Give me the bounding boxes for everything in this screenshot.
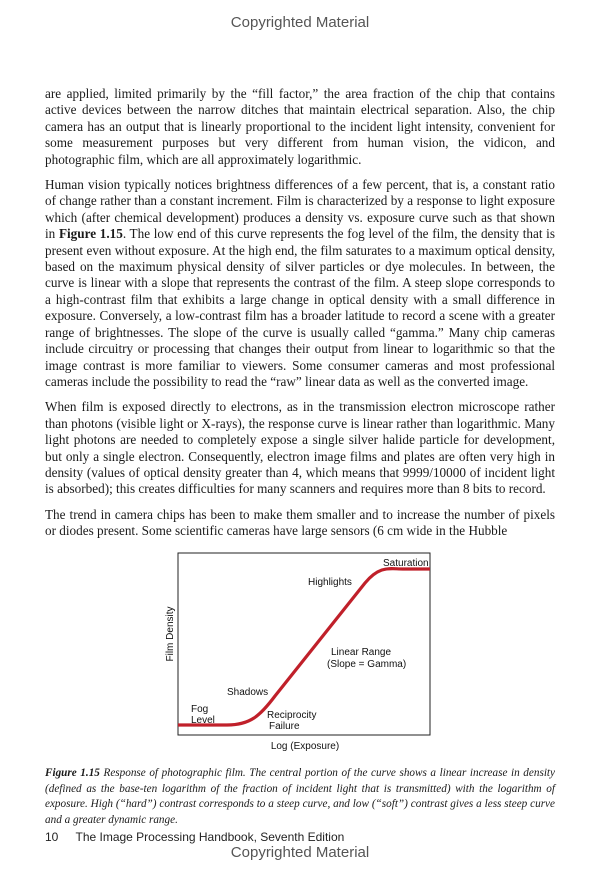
page-footer — [45, 830, 344, 844]
label-linear-range: Linear Range — [331, 647, 392, 658]
label-saturation: Saturation — [383, 558, 429, 569]
paragraph-2-after: . The low end of this curve represents the fog level of the film, the density that is present even without exposure. At the high end, the film saturates to a maximum optical density, based on the maximum physical density of silver particles or dye molecules. In between, the curve is linear with a slope that represents the contrast of the film. A steep slope corresponds to a high-contrast film that exhibits a large change in optical density with a small difference in exposure. Conversely, a low-contrast film has a broader latitude to record a scene with a greater range of brightnesses. The slope of the curve is usually called “gamma.” Many chip cameras include circuitry or processing that changes their output from linear to logarithmic so that the image contrast is more familiar to viewers. Some consumer cameras and most professional cameras include the possibility to read the “raw” linear data as well as the converted image. — [45, 226, 555, 389]
film-response-figure — [165, 548, 435, 758]
page-number: 10 — [45, 830, 59, 844]
y-axis-label: Film Density — [165, 606, 176, 662]
caption-label: Figure 1.15 — [45, 767, 100, 779]
paragraph-1: are applied, limited primarily by the “fill factor,” the area fraction of the chip that contains active devices between the narrow ditches that maintain electrical separation. Also, the chip camera has an output that is linearly proportional to the incident light intensity, convenient for some measurement purposes but very different from human vision, the vidicon, and photographic film, which are all approximately logarithmic. — [45, 86, 555, 167]
caption-text: Response of photographic film. The central portion of the curve shows a linear increase in density (defined as the base-ten logarithm of the fraction of incident light that is transmitted) with the logarithm of exposure. High (“hard”) contrast corresponds to a steep curve, and low (“soft”) contrast gives a less steep curve and a greater dynamic range. — [45, 767, 555, 826]
label-shadows: Shadows — [227, 687, 269, 698]
label-highlights: Highlights — [308, 577, 352, 588]
watermark-bottom: Copyrighted Material — [230, 844, 370, 861]
figure-reference: Figure 1.15 — [58, 226, 123, 242]
paragraph-2 — [45, 177, 555, 390]
paragraph-4: The trend in camera chips has been to make them smaller and to increase the number of pixels or diodes present. Some scientific cameras have large sensors (6 cm wide in the Hubble — [45, 506, 555, 539]
watermark-top: Copyrighted Material — [230, 14, 370, 31]
label-slope-gamma: (Slope = Gamma) — [327, 659, 407, 670]
label-reciprocity: Reciprocity — [267, 710, 317, 721]
plot-frame — [178, 553, 430, 735]
paragraph-3: When film is exposed directly to electrons, as in the transmission electron microscope rather than photons (visible light or X-rays), the response curve is linear rather than logarithmic. Many light photons are needed to completely expose a single silver halide particle for development, but only a single electron. Consequently, electron image films and plates are often very high in density (values of optical density greater than 4, which means that 9999/10000 of incident light is absorbed); this creates difficulties for many scanners and requires more than 8 bits to record. — [45, 399, 555, 497]
paragraph-2-before: Human vision typically notices brightness differences of a few percent, that is, a constant ratio of change rather than a constant increment. Film is characterized by a response to light exposure which (after chemical development) produces a density vs. exposure curve such as that shown in — [45, 177, 555, 242]
figure-caption — [45, 766, 555, 828]
label-reciprocity-failure: Failure — [269, 721, 300, 732]
response-curve — [178, 569, 430, 725]
book-title: The Image Processing Handbook, Seventh Edition — [75, 830, 345, 844]
label-fog: Fog — [191, 704, 209, 715]
label-fog-level: Level — [191, 715, 215, 726]
x-axis-label: Log (Exposure) — [270, 741, 340, 752]
body-text — [45, 86, 555, 549]
